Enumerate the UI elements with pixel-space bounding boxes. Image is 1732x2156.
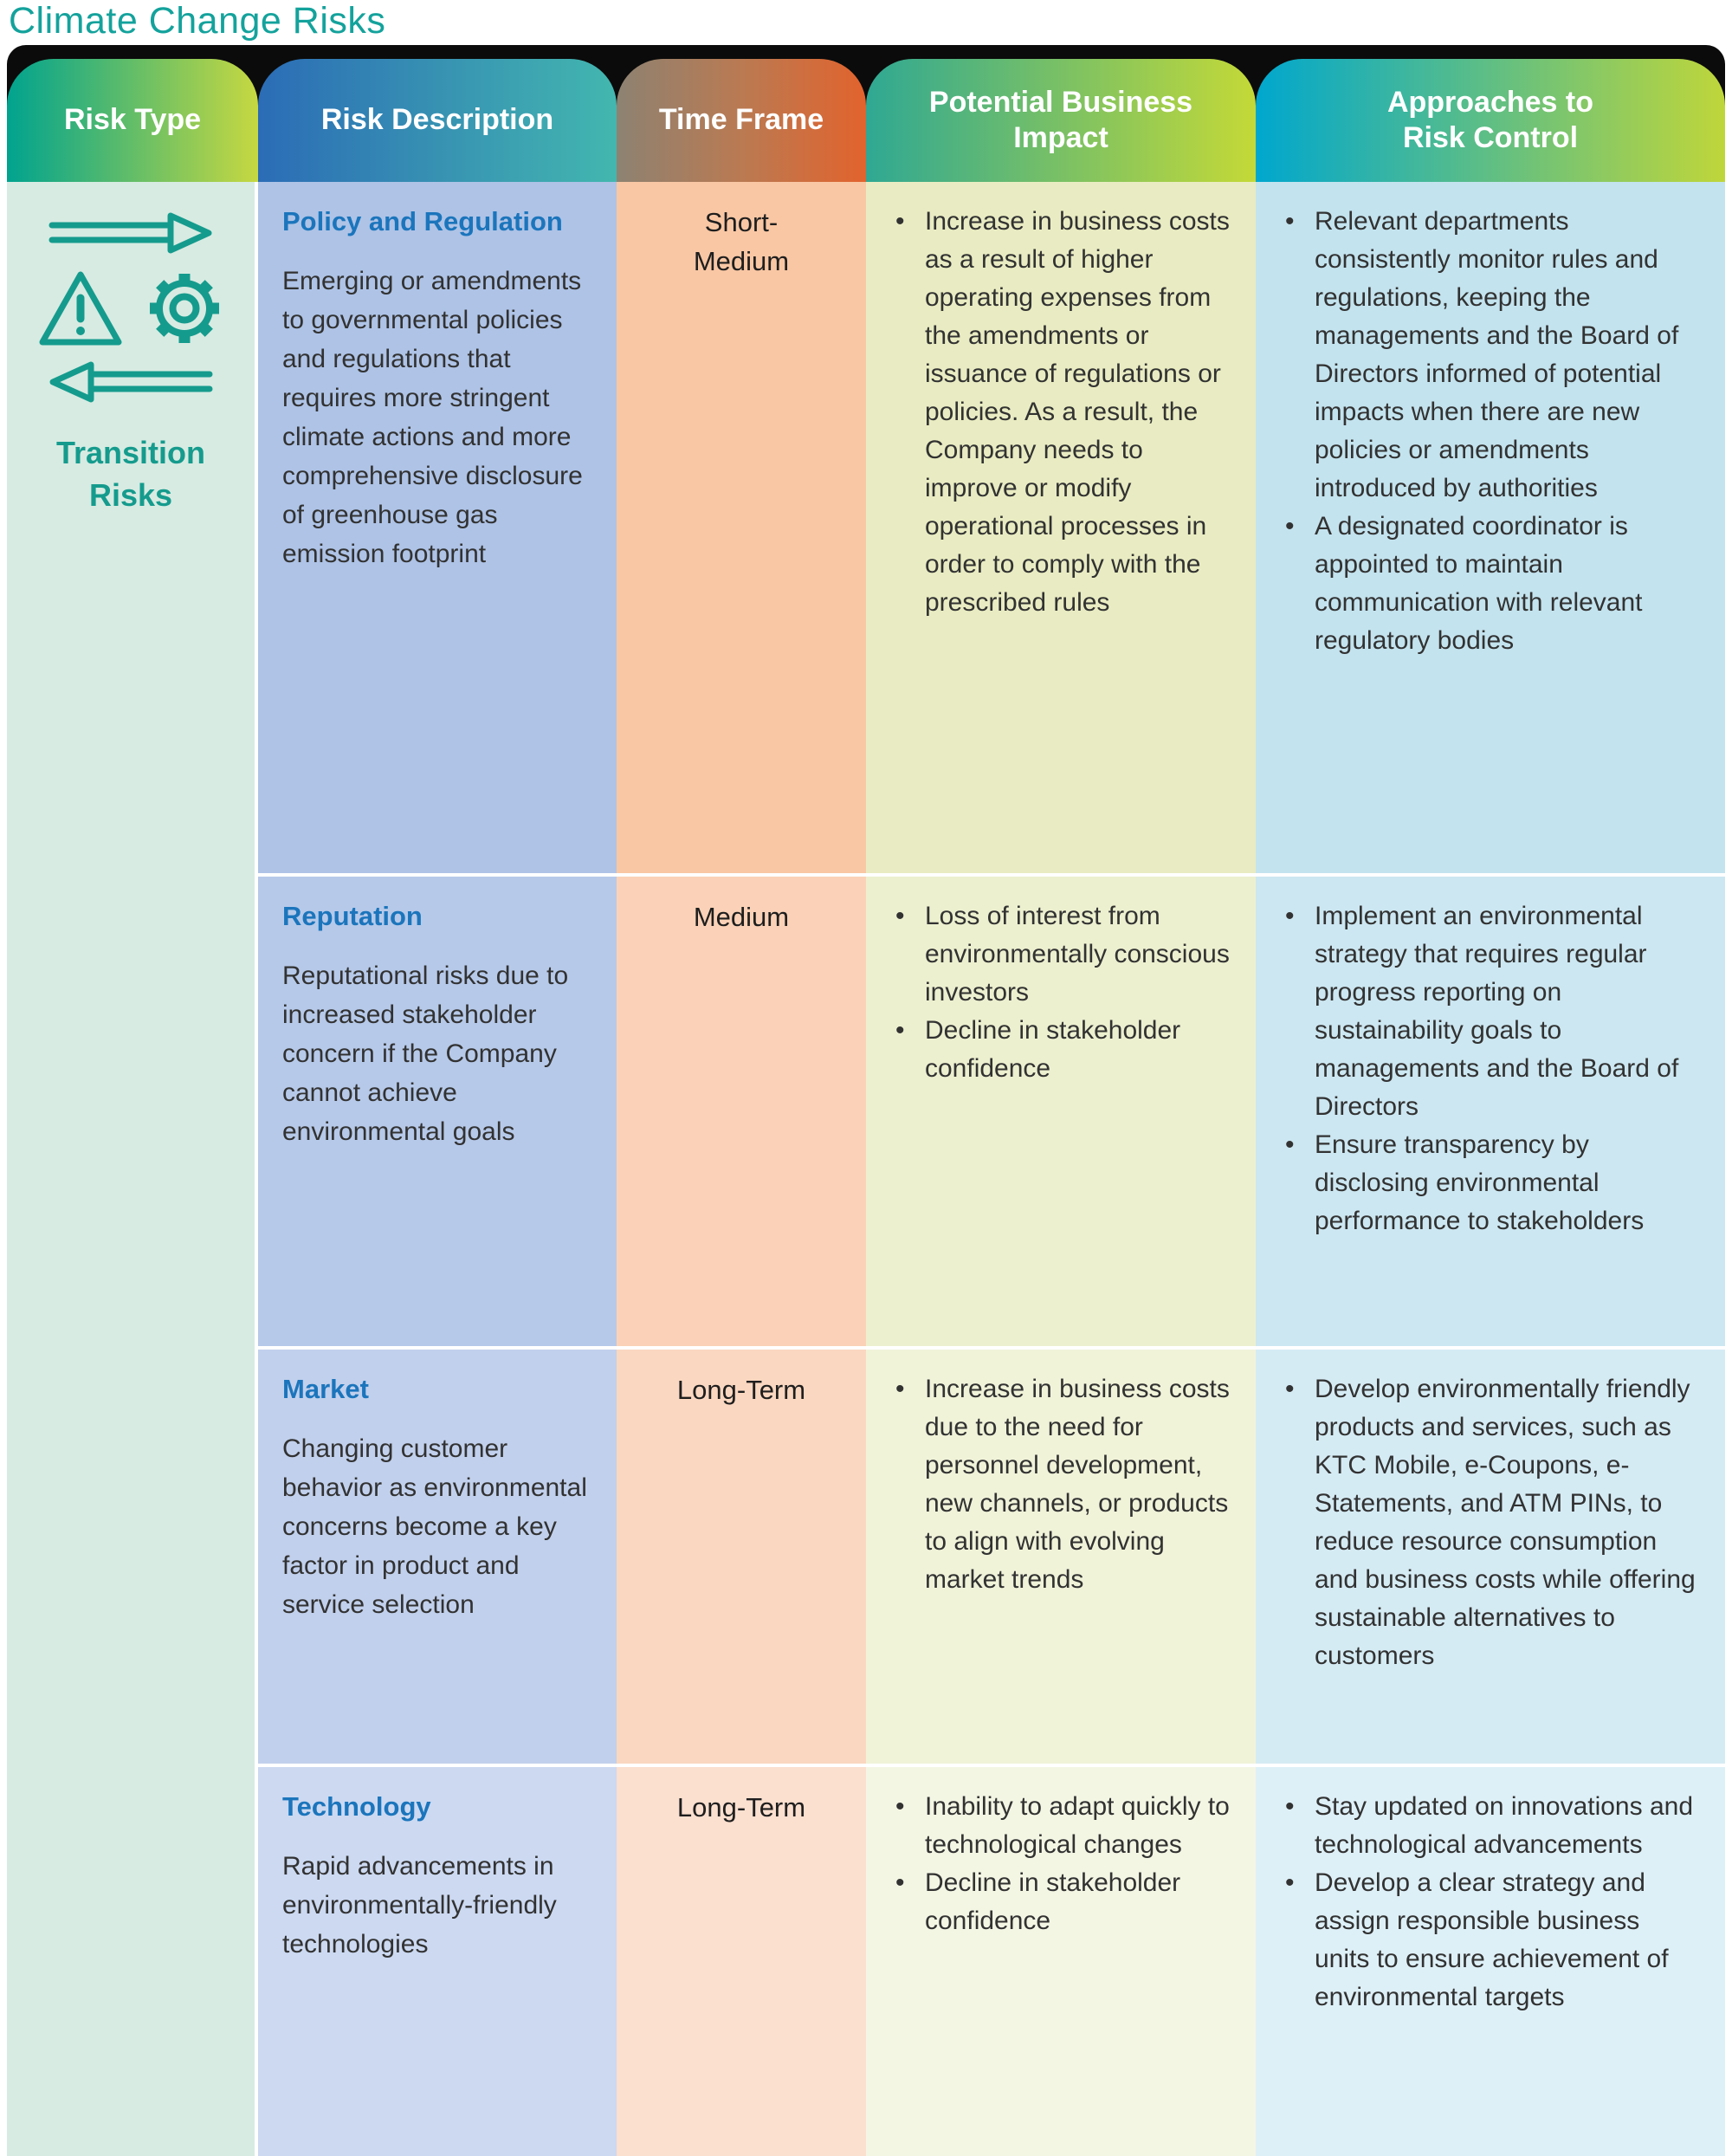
control-item: • A designated coordinator is appointed to maintain communication with relevant regulatory bodies	[1282, 508, 1701, 660]
risk-name: Policy and Regulation	[282, 206, 563, 236]
risk-type-group-cell	[7, 182, 258, 2156]
business-impact-cell	[866, 1767, 1256, 2156]
table-header-band	[7, 45, 1725, 182]
control-list	[1282, 203, 1701, 660]
control-item: • Implement an environmental strategy that requires regular progress reporting on sustainability goals to managements and the Board of Directors	[1282, 897, 1701, 1126]
risk-name: Technology	[282, 1791, 431, 1822]
control-list	[1282, 1788, 1701, 2017]
climate-risk-table	[7, 45, 1725, 2156]
impact-item: • Decline in stakeholder confidence	[892, 1864, 1235, 1940]
gear-icon	[145, 269, 224, 348]
header-potential-business-impact	[866, 59, 1256, 182]
table-header-row	[7, 59, 1725, 182]
header-potential-business-impact-label: Potential Business Impact	[928, 85, 1193, 154]
control-item: • Stay updated on innovations and technological advancements	[1282, 1788, 1701, 1864]
transition-risks-icons	[34, 211, 229, 516]
control-item: • Develop a clear strategy and assign responsible business units to ensure achievement of environmental targets	[1282, 1864, 1701, 2017]
business-impact-cell	[866, 1350, 1256, 1764]
left-arrow-wrap	[48, 360, 213, 408]
table-body	[7, 182, 1725, 2156]
risk-control-cell	[1256, 1350, 1725, 1764]
time-frame-cell	[617, 877, 866, 1346]
risk-control-cell	[1256, 877, 1725, 1346]
control-item: • Develop environmentally friendly products and services, such as KTC Mobile, e-Coupons, e-Statements, and ATM PINs, to reduce resource consumption and business costs while offering sustainable alternatives to customers	[1282, 1370, 1701, 1675]
header-approaches-risk-control-label: Approaches to Risk Control	[1386, 85, 1594, 154]
risk-description-cell	[258, 1767, 617, 2156]
impact-item: • Increase in business costs as a result of higher operating expenses from the amendments or issuance of regulations or policies. As a result, the Company needs to improve or modify operational processes in order to comply with the prescribed rules	[892, 203, 1235, 622]
risk-control-cell	[1256, 182, 1725, 873]
time-frame-cell	[617, 1767, 866, 2156]
risk-description-cell	[258, 182, 617, 873]
time-frame-value: Long-Term	[676, 1792, 806, 1823]
business-impact-cell	[866, 182, 1256, 873]
header-approaches-risk-control	[1256, 59, 1725, 182]
time-frame-cell	[617, 182, 866, 873]
header-risk-type	[7, 59, 258, 182]
risk-description-cell	[258, 1350, 617, 1764]
time-frame-cell	[617, 1350, 866, 1764]
risk-name: Market	[282, 1374, 369, 1404]
header-risk-description-label: Risk Description	[320, 103, 554, 137]
control-item: • Relevant departments consistently monitor rules and regulations, keeping the managements and the Board of Directors informed of potential impacts when there are new policies or amendments introduced by authorities	[1282, 203, 1701, 508]
risk-control-cell	[1256, 1767, 1725, 2156]
time-frame-value: Medium	[693, 902, 790, 932]
warning-and-gear-row	[37, 269, 224, 348]
impact-list	[892, 897, 1235, 1088]
risk-description-text: Emerging or amendments to governmental policies and regulations that requires more stringent climate actions and more comprehensive disclosure of greenhouse gas emission footprint	[282, 267, 583, 568]
business-impact-cell	[866, 877, 1256, 1346]
control-item: • Ensure transparency by disclosing environmental performance to stakeholders	[1282, 1126, 1701, 1240]
header-time-frame-label: Time Frame	[658, 103, 824, 137]
risk-description-cell	[258, 877, 617, 1346]
risk-description-text: Rapid advancements in environmentally-friendly technologies	[282, 1852, 557, 1959]
impact-item: • Increase in business costs due to the need for personnel development, new channels, or products to align with evolving market trends	[892, 1370, 1235, 1599]
risk-description-text: Reputational risks due to increased stakeholder concern if the Company cannot achieve environmental goals	[282, 961, 569, 1146]
header-time-frame	[617, 59, 866, 182]
impact-list	[892, 1370, 1235, 1599]
right-arrow-icon	[48, 211, 213, 255]
header-risk-description	[258, 59, 617, 182]
risk-description-text: Changing customer behavior as environmental concerns become a key factor in product and service selection	[282, 1434, 587, 1619]
impact-item: • Inability to adapt quickly to technological changes	[892, 1788, 1235, 1864]
impact-list	[892, 1788, 1235, 1940]
control-list	[1282, 1370, 1701, 1675]
risk-name: Reputation	[282, 901, 423, 931]
control-list	[1282, 897, 1701, 1240]
time-frame-value: Short-Medium	[693, 207, 790, 276]
page-title: Climate Change Risks	[9, 0, 386, 42]
left-arrow-icon	[48, 360, 213, 404]
warning-triangle-icon	[37, 269, 124, 348]
impact-list	[892, 203, 1235, 622]
transition-risks-label: Transition Risks	[55, 435, 206, 513]
header-risk-type-label: Risk Type	[63, 103, 202, 137]
impact-item: • Loss of interest from environmentally conscious investors	[892, 897, 1235, 1012]
time-frame-value: Long-Term	[676, 1375, 806, 1405]
impact-item: • Decline in stakeholder confidence	[892, 1012, 1235, 1088]
